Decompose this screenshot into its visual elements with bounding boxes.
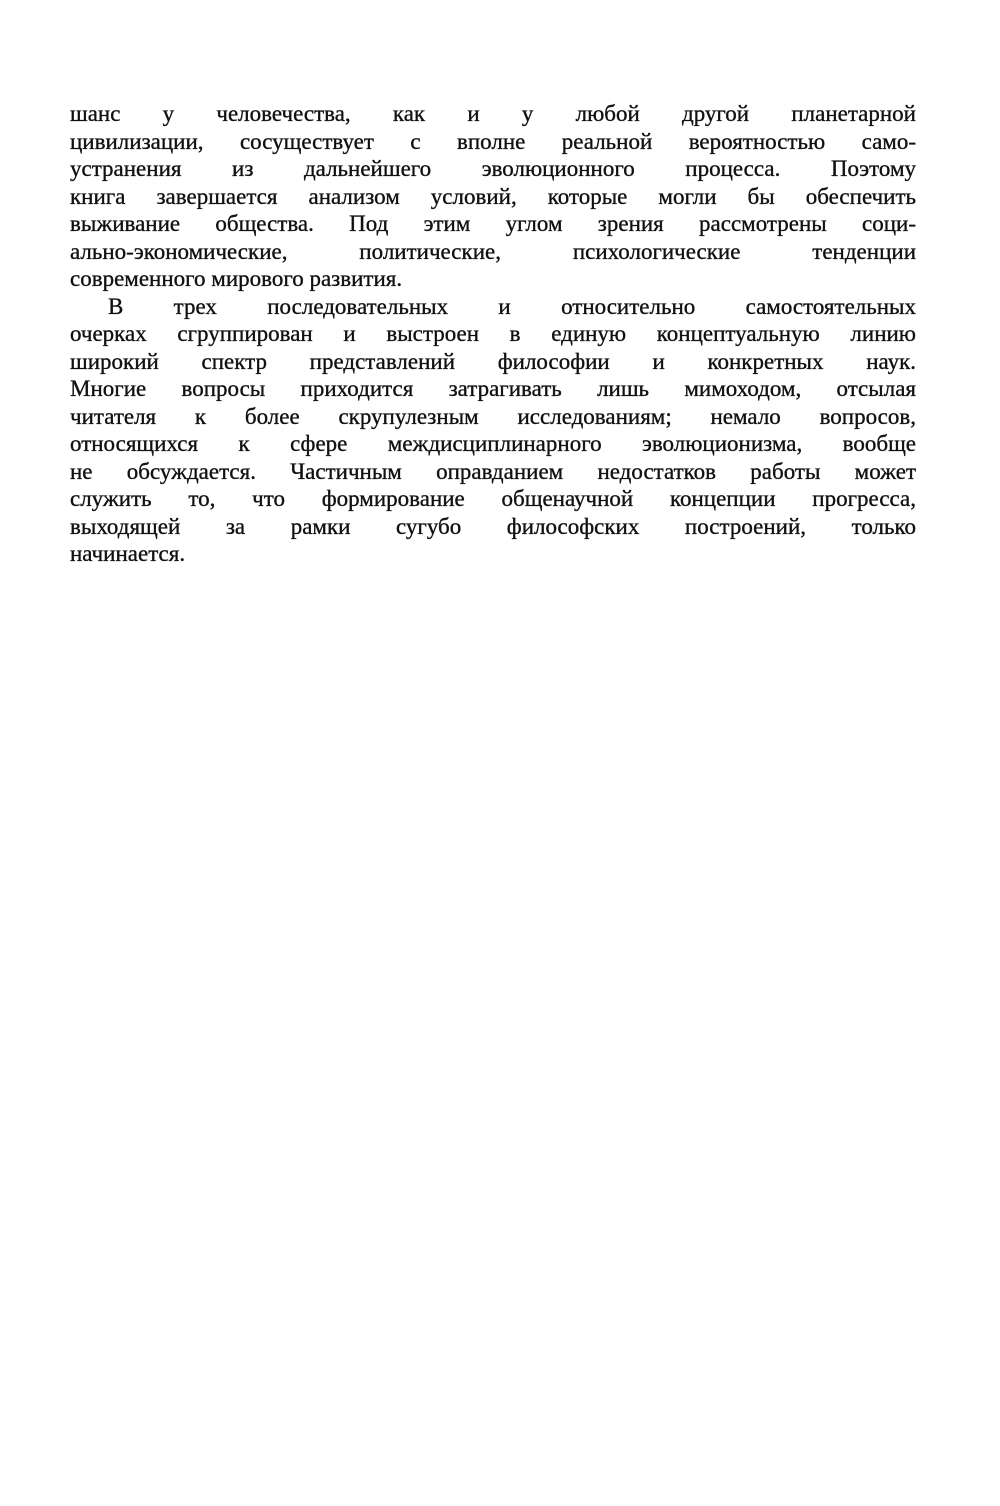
page-text	[70, 100, 916, 568]
text-line: шанс у человечества, как и у любой другой планетарной	[70, 101, 916, 126]
text-line: служить то, что формирование общенаучной концепции прогресса,	[70, 486, 916, 511]
paragraph-1	[70, 100, 916, 293]
paragraph-2	[70, 293, 916, 568]
text-line: устранения из дальнейшего эволюционного процесса. Поэтому	[70, 156, 916, 181]
text-line: цивилизации, сосуществует с вполне реальной вероятностью само-	[70, 128, 916, 154]
text-line: выходящей за рамки сугубо философских построений, только	[70, 513, 916, 539]
text-line: относящихся к сфере междисциплинарного эволюционизма, вообще	[70, 431, 916, 456]
text-line: В трех последовательных и относительно самостоятельных	[108, 293, 916, 319]
text-line: читателя к более скрупулезным исследованиям; немало вопросов,	[70, 403, 916, 429]
text-line: ально-экономические, политические, психологические тенденции	[70, 238, 916, 264]
text-line: не обсуждается. Частичным оправданием недостатков работы может	[70, 458, 916, 484]
text-line: начинается.	[70, 541, 186, 566]
text-line: выживание общества. Под этим углом зрения рассмотрены соци-	[70, 211, 916, 236]
text-line: книга завершается анализом условий, которые могли бы обеспечить	[70, 183, 916, 209]
text-line: Многие вопросы приходится затрагивать лишь мимоходом, отсылая	[70, 376, 916, 401]
text-line: широкий спектр представлений философии и конкретных наук.	[70, 348, 916, 374]
text-line: очерках сгруппирован и выстроен в единую концептуальную линию	[70, 321, 916, 346]
text-line: современного мирового развития.	[70, 266, 403, 291]
